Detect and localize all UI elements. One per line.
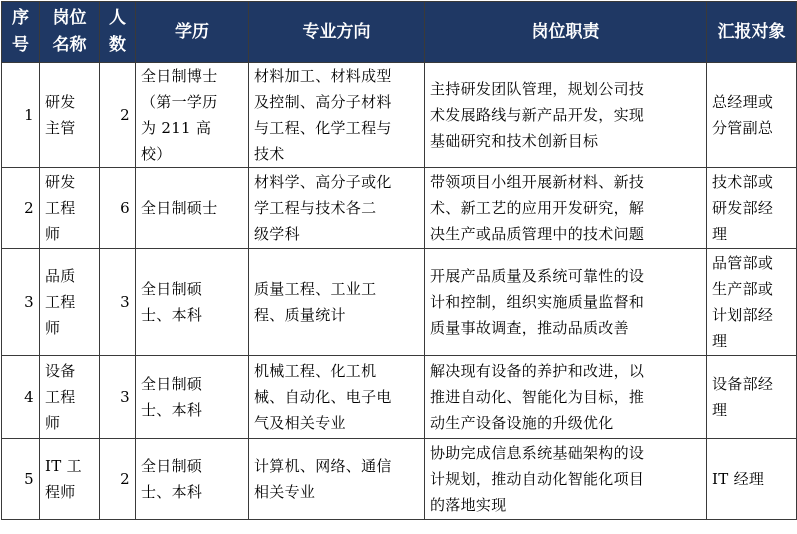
table-row [2,63,797,168]
header-row [2,2,797,63]
cell-report: 设备部经 理 [707,356,797,439]
cell-count: 2 [100,439,136,520]
cell-education: 全日制博士 （第一学历 为 211 高 校） [136,63,249,168]
cell-major: 机械工程、化工机 械、自动化、电子电 气及相关专业 [249,356,425,439]
table-row [2,168,797,249]
cell-name: 研发 工程 师 [40,168,100,249]
cell-no: 4 [2,356,40,439]
cell-duty: 主持研发团队管理，规划公司技 术发展路线与新产品开发，实现 基础研究和技术创新目标 [425,63,707,168]
cell-major: 质量工程、工业工 程、质量统计 [249,249,425,356]
cell-duty: 解决现有设备的养护和改进，以 推进自动化、智能化为目标，推 动生产设备设施的升级优化 [425,356,707,439]
header-name: 岗位 名称 [40,2,100,63]
cell-report: 品管部或 生产部或 计划部经 理 [707,249,797,356]
cell-no: 3 [2,249,40,356]
cell-report: 总经理或 分管副总 [707,63,797,168]
header-education: 学历 [136,2,249,63]
cell-no: 1 [2,63,40,168]
cell-major: 材料学、高分子或化 学工程与技术各二 级学科 [249,168,425,249]
cell-duty: 协助完成信息系统基础架构的设 计规划，推动自动化智能化项目 的落地实现 [425,439,707,520]
cell-major: 计算机、网络、通信 相关专业 [249,439,425,520]
header-count: 人 数 [100,2,136,63]
cell-count: 3 [100,356,136,439]
cell-name: 品质 工程 师 [40,249,100,356]
header-report: 汇报对象 [707,2,797,63]
cell-report: 技术部或 研发部经 理 [707,168,797,249]
cell-count: 2 [100,63,136,168]
table-row [2,356,797,439]
cell-count: 6 [100,168,136,249]
cell-count: 3 [100,249,136,356]
cell-education: 全日制硕士 [136,168,249,249]
cell-name: 研发 主管 [40,63,100,168]
table-row [2,249,797,356]
cell-education: 全日制硕 士、本科 [136,439,249,520]
cell-no: 2 [2,168,40,249]
table-row [2,439,797,520]
header-major: 专业方向 [249,2,425,63]
cell-education: 全日制硕 士、本科 [136,249,249,356]
header-duty: 岗位职责 [425,2,707,63]
cell-duty: 开展产品质量及系统可靠性的设 计和控制，组织实施质量监督和 质量事故调查，推动品质改善 [425,249,707,356]
header-no: 序 号 [2,2,40,63]
cell-name: 设备 工程 师 [40,356,100,439]
recruitment-table [1,1,797,520]
cell-education: 全日制硕 士、本科 [136,356,249,439]
cell-name: IT 工 程师 [40,439,100,520]
cell-no: 5 [2,439,40,520]
cell-major: 材料加工、材料成型 及控制、高分子材料 与工程、化学工程与 技术 [249,63,425,168]
cell-report: IT 经理 [707,439,797,520]
cell-duty: 带领项目小组开展新材料、新技 术、新工艺的应用开发研究，解 决生产或品质管理中的技术问题 [425,168,707,249]
